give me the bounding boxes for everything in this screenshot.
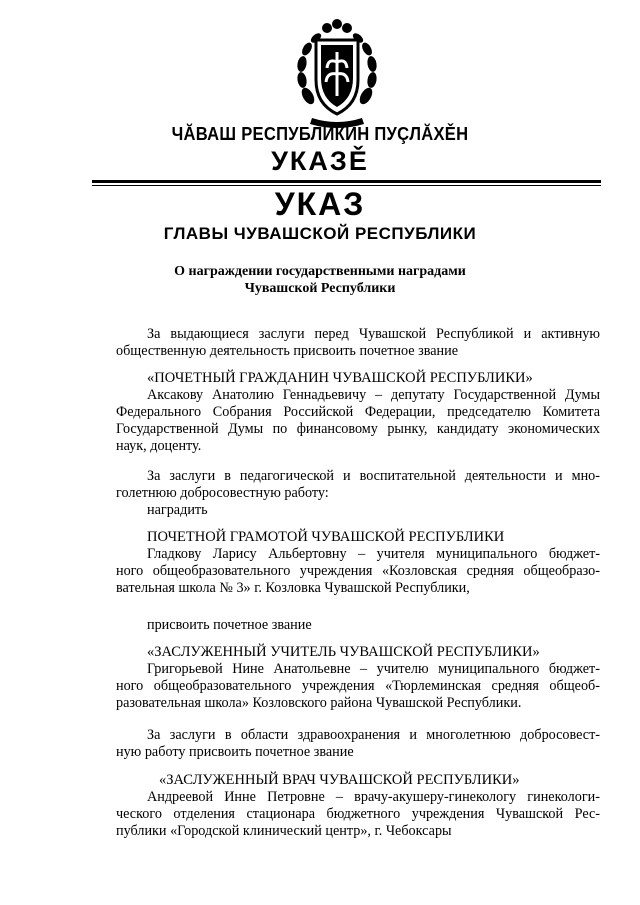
- body-line: Федерального Собрания Российской Федерации, председателю Комитета: [116, 404, 600, 420]
- body-line: разовательная школа» Козловского района Чувашской Республики.: [116, 695, 522, 711]
- header-rule-thick: [92, 180, 601, 183]
- subject-line1: О награждении государственными наградами: [174, 264, 466, 279]
- body-line: Государственной Думы по финансовому рынку, кандидату экономических: [116, 421, 600, 437]
- award-title: ПОЧЕТНОЙ ГРАМОТОЙ ЧУВАШСКОЙ РЕСПУБЛИКИ: [147, 529, 505, 545]
- award-title: «ЗАСЛУЖЕННЫЙ ВРАЧ ЧУВАШСКОЙ РЕСПУБЛИКИ»: [159, 772, 520, 788]
- body-line: Гладкову Ларису Альбертовну – учителя муниципального бюджет-: [147, 546, 600, 562]
- body-line: ного общеобразовательного учреждения «Козловская средняя общеобразо-: [116, 563, 600, 579]
- body-line: Григорьевой Нине Анатольевне – учителю муниципального бюджет-: [147, 661, 600, 677]
- body-line: ческого отделения стационара бюджетного учреждения Чувашской Рес-: [116, 806, 600, 822]
- body-line: наук, доценту.: [116, 438, 202, 454]
- body-line: голетнюю добросовестную работу:: [116, 485, 329, 501]
- body-line: присвоить почетное звание: [147, 617, 312, 633]
- body-line: общественную деятельность присвоить почетное звание: [116, 343, 458, 359]
- chuvash-header-line1: ЧĂВАШ РЕСПУБЛИКИН ПУÇЛĂХĚН: [171, 124, 469, 144]
- body-line: ную работу присвоить почетное звание: [116, 744, 354, 760]
- award-title: «ПОЧЕТНЫЙ ГРАЖДАНИН ЧУВАШСКОЙ РЕСПУБЛИКИ»: [147, 370, 533, 386]
- body-line: За заслуги в педагогической и воспитательной деятельности и мно-: [147, 468, 600, 484]
- document-title: УКАЗ: [274, 186, 366, 222]
- award-title: «ЗАСЛУЖЕННЫЙ УЧИТЕЛЬ ЧУВАШСКОЙ РЕСПУБЛИКИ»: [147, 644, 540, 660]
- document-issuer: ГЛАВЫ ЧУВАШСКОЙ РЕСПУБЛИКИ: [163, 224, 477, 243]
- body-line: ного общеобразовательного учреждения «Тюрлеминская средняя общеоб-: [116, 678, 600, 694]
- subject-line2: Чувашской Республики: [244, 281, 396, 296]
- body-line: За заслуги в области здравоохранения и многолетнюю добросовест-: [147, 727, 600, 743]
- coat-of-arms-emblem: [294, 18, 380, 130]
- body-line: Андреевой Инне Петровне – врачу-акушеру-гинекологу гинекологи-: [147, 789, 600, 805]
- body-line: публики «Городской клинический центр», г. Чебоксары: [116, 823, 452, 839]
- body-line: За выдающиеся заслуги перед Чувашской Республикой и активную: [147, 326, 600, 342]
- body-line: Аксакову Анатолию Геннадьевичу – депутату Государственной Думы: [147, 387, 600, 403]
- body-line: наградить: [147, 502, 208, 518]
- chuvash-header-line2: УКАЗĚ: [271, 146, 369, 176]
- body-line: вательная школа № 3» г. Козловка Чувашской Республики,: [116, 580, 470, 596]
